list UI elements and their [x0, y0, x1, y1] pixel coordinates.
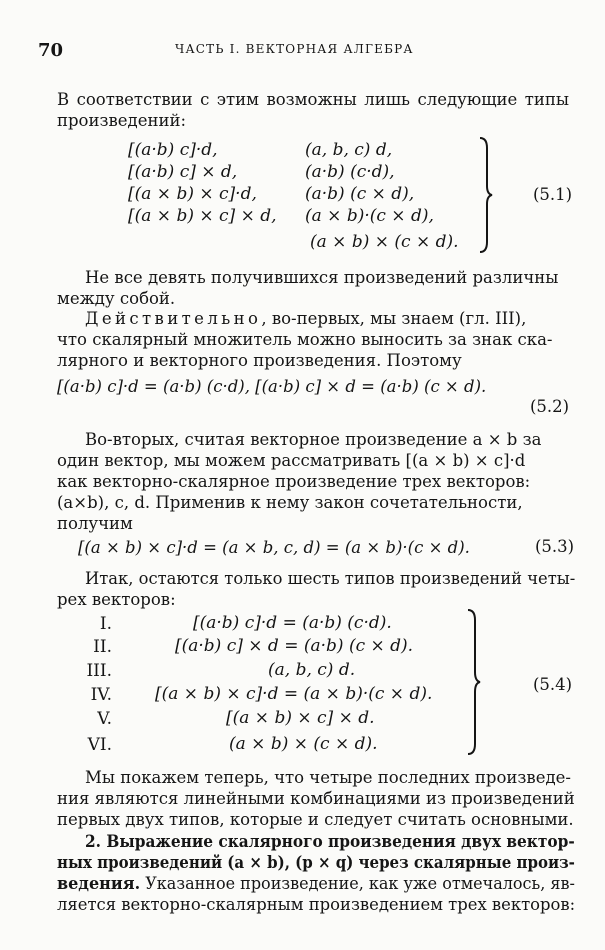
eq54-label-4: IV.	[90, 685, 112, 705]
equation-number-5-3: (5.3)	[535, 537, 575, 556]
eq51-left-4: [(a × b) × c] × d,	[128, 206, 277, 226]
intro-line-2: произведений:	[57, 111, 187, 130]
section-2-heading-end: ведения.	[57, 874, 141, 893]
equation-number-5-4: (5.4)	[533, 675, 573, 694]
eq54-formula-2: [(a·b) c] × d = (a·b) (c × d).	[175, 636, 414, 656]
para-show-line-3: первых двух типов, которые и следует считать основными.	[57, 810, 574, 829]
para-thus-line-2: рех векторов:	[57, 590, 176, 609]
eq54-label-3: III.	[86, 661, 112, 681]
spaced-word: Действительно	[85, 309, 262, 328]
para-indeed-line-1-rest: , во-первых, мы знаем (гл. III),	[261, 309, 527, 328]
para-show-line-2: ния являются линейными комбинациями из произведений	[57, 789, 575, 808]
section-2-line-4: ляется векторно-скалярным произведением трех векторов:	[57, 895, 576, 914]
eq54-formula-1: [(a·b) c]·d = (a·b) (c·d).	[193, 613, 392, 633]
eq51-left-1: [(a·b) c]·d,	[128, 140, 218, 160]
eq54-formula-5: [(a × b) × c] × d.	[226, 708, 375, 728]
para-not-all-line-1: Не все девять получившихся произведений различны	[85, 268, 559, 287]
para-not-all-line-2: между собой.	[57, 289, 176, 308]
eq54-label-6: VI.	[87, 735, 112, 755]
eq54-label-2: II.	[93, 637, 112, 657]
section-2-line-3-rest: Указанное произведение, как уже отмечалось, яв-	[140, 874, 575, 893]
para-second-line-2: один вектор, мы можем рассматривать [(a × b) × c]·d	[57, 451, 526, 470]
para-show-line-1: Мы покажем теперь, что четыре последних произведе-	[85, 768, 571, 787]
eq54-label-5: V.	[97, 709, 112, 729]
section-2-line-3	[57, 876, 575, 893]
equation-number-5-2: (5.2)	[530, 397, 570, 416]
brace-5-1	[478, 136, 494, 254]
page-number: 70	[38, 40, 64, 61]
eq51-right-4: (a × b)·(c × d),	[305, 206, 434, 226]
brace-5-4	[466, 608, 482, 756]
eq51-left-3: [(a × b) × c]·d,	[128, 184, 257, 204]
eq51-right-1: (a, b, c) d,	[305, 140, 393, 160]
equation-5-3: [(a × b) × c]·d = (a × b, c, d) = (a × b)·(c × d).	[78, 538, 470, 557]
para-indeed-line-2: что скалярный множитель можно выносить за знак ска-	[57, 330, 553, 349]
eq54-formula-6: (a × b) × (c × d).	[229, 734, 378, 754]
equation-number-5-1: (5.1)	[533, 185, 573, 204]
intro-line-1: В соответствии с этим возможны лишь следующие типы	[57, 90, 569, 109]
para-indeed-line-1	[85, 311, 526, 328]
para-second-line-1: Во-вторых, считая векторное произведение a × b за	[85, 430, 542, 449]
para-thus-line-1: Итак, остаются только шесть типов произведений четы-	[85, 569, 576, 588]
running-title: ЧАСТЬ I. ВЕКТОРНАЯ АЛГЕБРА	[175, 42, 414, 56]
equation-5-2: [(a·b) c]·d = (a·b) (c·d), [(a·b) c] × d = (a·b) (c × d).	[57, 377, 487, 396]
para-second-line-3: как векторно-скалярное произведение трех векторов:	[57, 472, 531, 491]
para-second-line-5: получим	[57, 514, 133, 533]
eq51-right-5: (a × b) × (c × d).	[310, 232, 459, 252]
eq54-label-1: I.	[99, 614, 112, 634]
section-2-heading-line-2: ных произведений (a × b), (p × q) через скалярные произ-	[57, 853, 575, 872]
para-second-line-4: (a×b), c, d. Применив к нему закон сочетательности,	[57, 493, 523, 512]
para-indeed-line-3: лярного и векторного произведения. Поэтому	[57, 351, 462, 370]
eq51-left-2: [(a·b) c] × d,	[128, 162, 238, 182]
eq51-right-2: (a·b) (c·d),	[305, 162, 395, 182]
eq51-right-3: (a·b) (c × d),	[305, 184, 415, 204]
eq54-formula-4: [(a × b) × c]·d = (a × b)·(c × d).	[155, 684, 433, 704]
eq54-formula-3: (a, b, c) d.	[268, 660, 356, 680]
section-2-heading-line-1: 2. Выражение скалярного произведения двух вектор-	[85, 832, 575, 851]
